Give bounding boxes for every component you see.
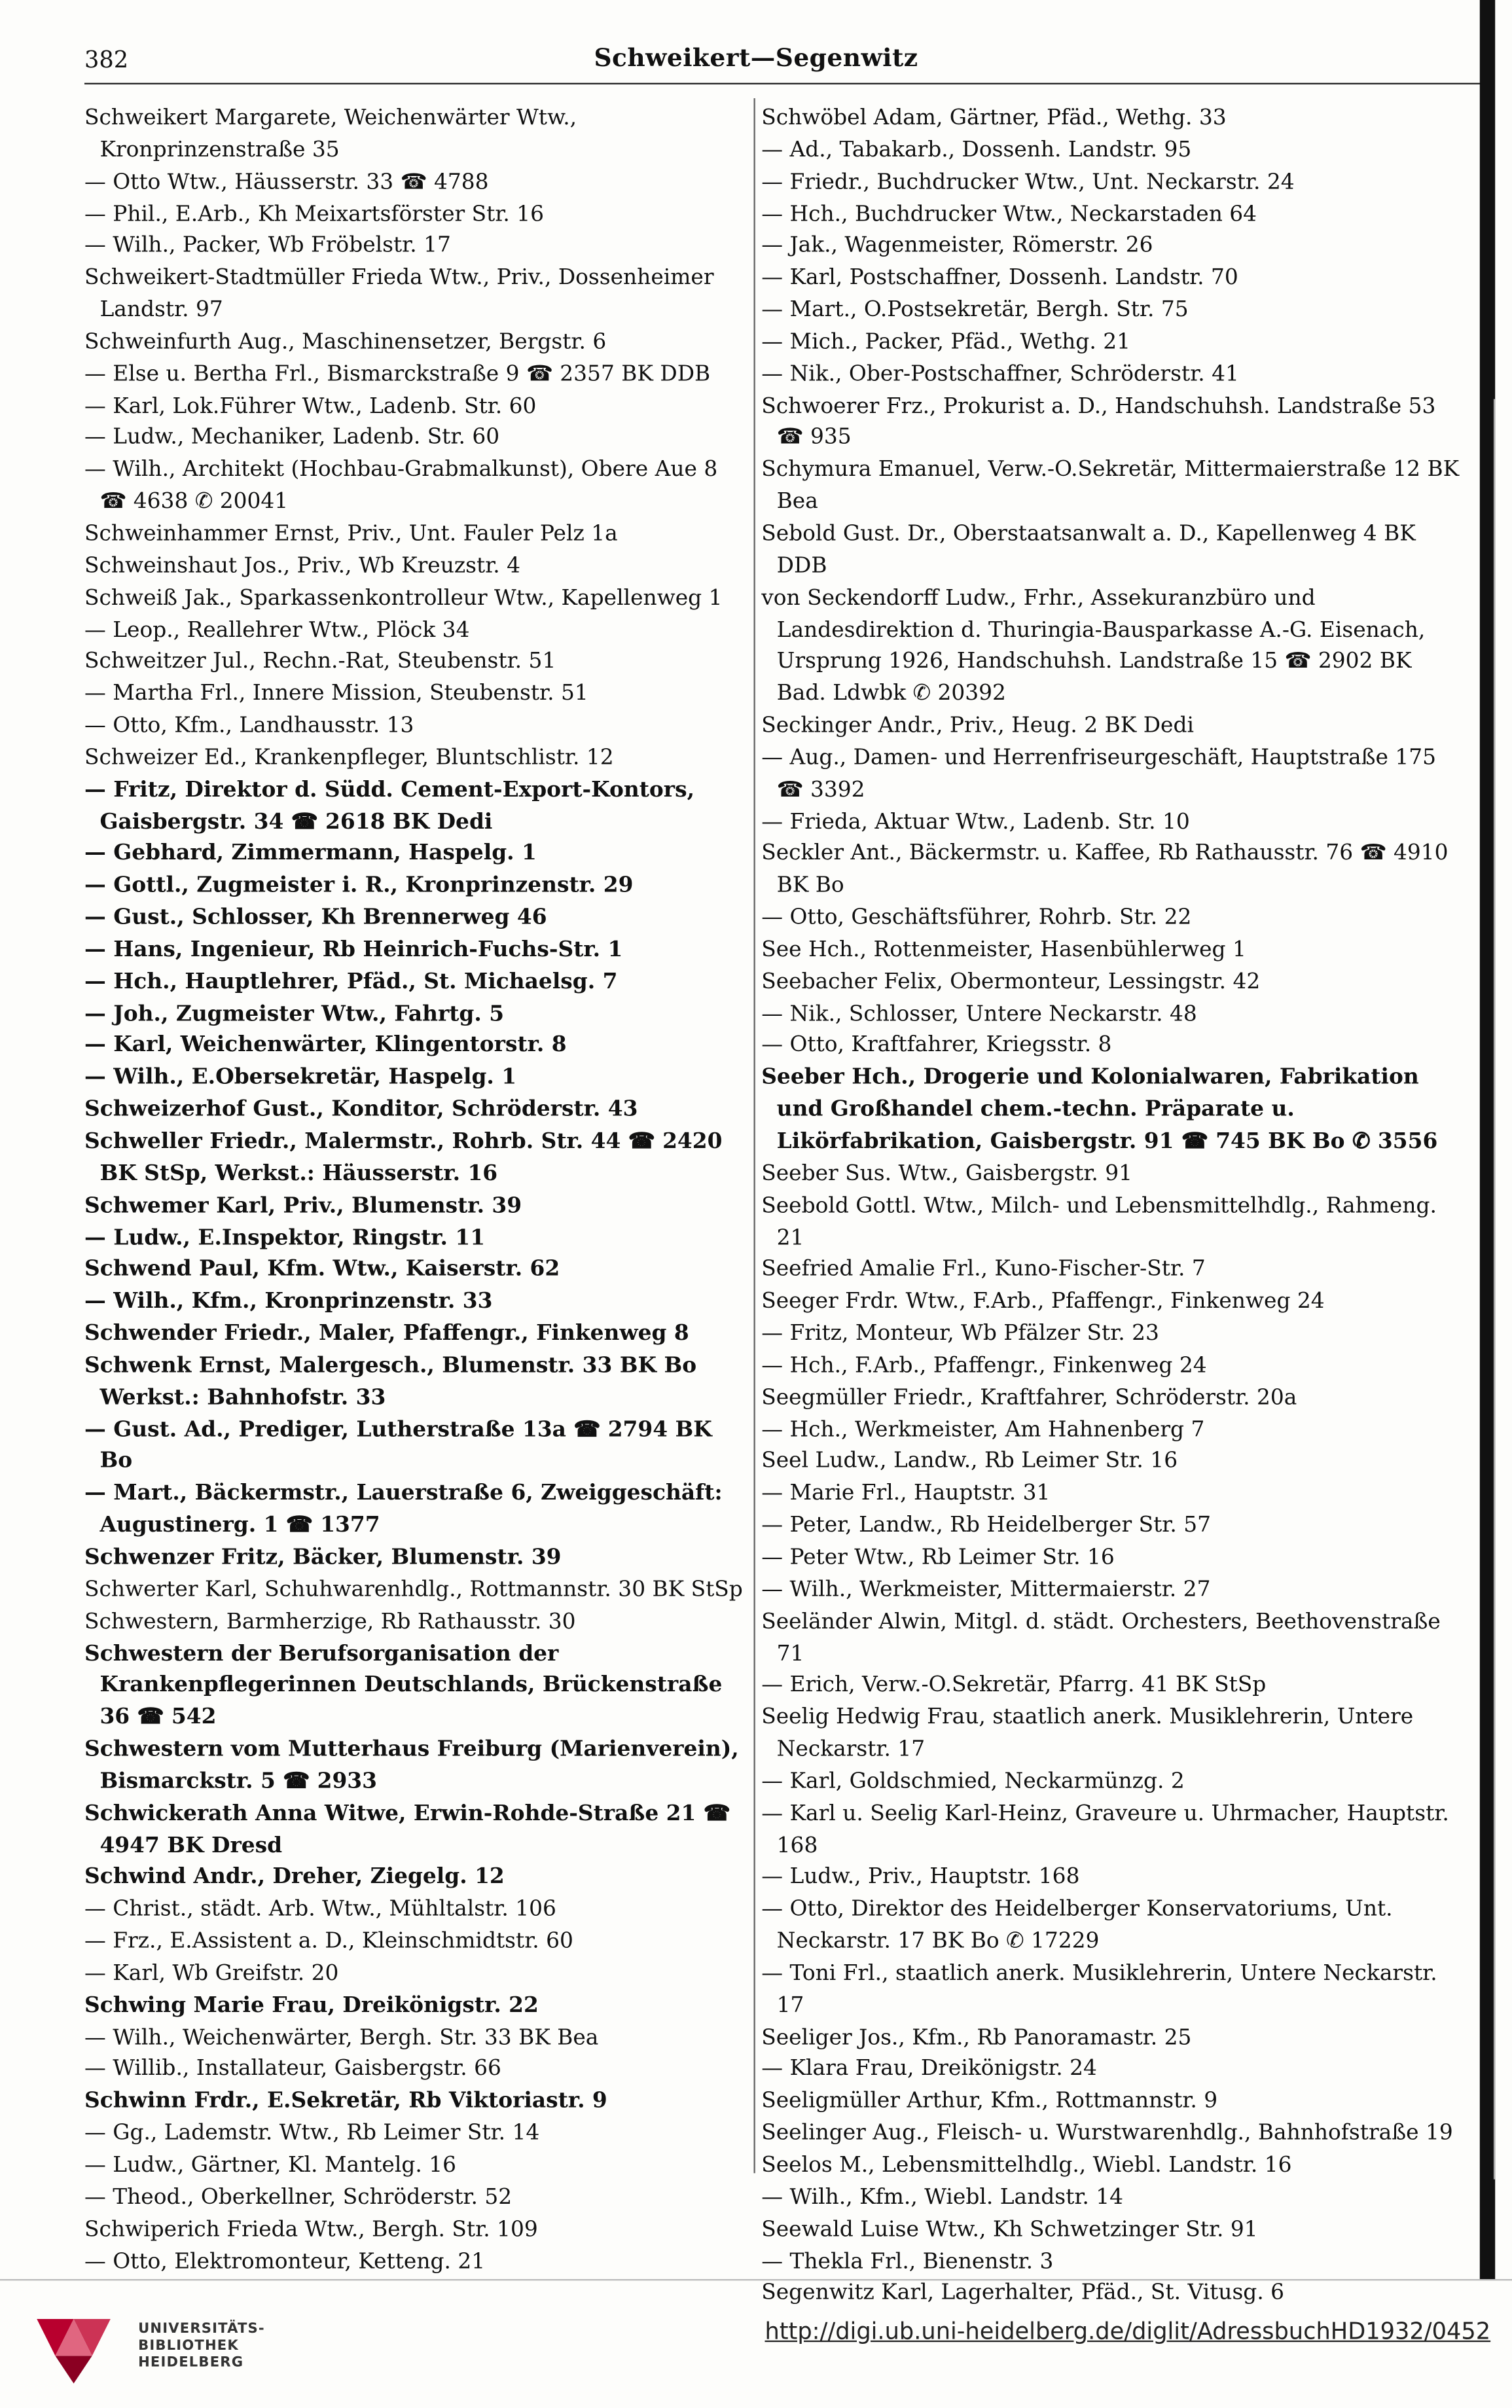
directory-entry: Schweinhammer Ernst, Priv., Unt. Fauler Pelz 1a [84, 522, 618, 547]
directory-entry: — Frieda, Aktuar Wtw., Ladenb. Str. 10 [761, 810, 1190, 835]
directory-entry: Seeger Frdr. Wtw., F.Arb., Pfaffengr., Finkenweg 24 [761, 1289, 1325, 1314]
directory-entry: — Otto Wtw., Häusserstr. 33 ☎ 4788 [84, 170, 489, 195]
directory-entry: Schwend Paul, Kfm. Wtw., Kaiserstr. 62 [84, 1257, 560, 1282]
directory-entry: Schwoerer Frz., Prokurist a. D., Handschuhsh. Landstraße 53 ☎ 935 [761, 393, 1436, 451]
directory-entry: Schwiperich Frieda Wtw., Bergh. Str. 109 [84, 2217, 538, 2242]
directory-entry: Schweikert Margarete, Weichenwärter Wtw., Kronprinzenstraße 35 [84, 105, 577, 163]
directory-entry: Seelinger Aug., Fleisch- u. Wurstwarenhdlg., Bahnhofstraße 19 [761, 2121, 1453, 2146]
directory-entry: — Otto, Kfm., Landhausstr. 13 [84, 713, 414, 738]
directory-entry: Schweitzer Jul., Rechn.-Rat, Steubenstr. 51 [84, 649, 556, 675]
directory-entry: — Wilh., Werkmeister, Mittermaierstr. 27 [761, 1577, 1211, 1602]
directory-entry: — Wilh., Weichenwärter, Bergh. Str. 33 BK Bea [84, 2025, 599, 2050]
directory-entry: Schwinn Frdr., E.Sekretär, Rb Viktoriastr. 9 [84, 2089, 607, 2114]
directory-entry: Seewald Luise Wtw., Kh Schwetzinger Str. 91 [761, 2217, 1258, 2242]
directory-entry: — Wilh., Packer, Wb Fröbelstr. 17 [84, 234, 451, 259]
directory-entry: — Hans, Ingenieur, Rb Heinrich-Fuchs-Str. 1 [84, 937, 623, 963]
directory-entry: — Friedr., Buchdrucker Wtw., Unt. Neckarstr. 24 [761, 170, 1295, 195]
directory-entry: Sebold Gust. Dr., Oberstaatsanwalt a. D., Kapellenweg 4 BK DDB [761, 522, 1416, 579]
directory-entry: — Gust. Ad., Prediger, Lutherstraße 13a ☎ 2794 BK Bo [84, 1417, 712, 1475]
directory-entry: — Nik., Schlosser, Untere Neckarstr. 48 [761, 1001, 1197, 1026]
directory-entry: Schweizerhof Gust., Konditor, Schröderstr. 43 [84, 1097, 638, 1123]
directory-entry: Schweller Friedr., Malermstr., Rohrb. Str. 44 ☎ 2420 BK StSp, Werkst.: Häusserstr. 16 [84, 1129, 723, 1187]
directory-entry: — Phil., E.Arb., Kh Meixartsförster Str. 16 [84, 202, 545, 226]
directory-entry: Schwenk Ernst, Malergesch., Blumenstr. 33 BK Bo Werkst.: Bahnhofstr. 33 [84, 1353, 697, 1411]
directory-entry: — Hch., Werkmeister, Am Hahnenberg 7 [761, 1417, 1205, 1443]
footer-rule [0, 2279, 1512, 2280]
directory-entry: — Gebhard, Zimmermann, Haspelg. 1 [84, 841, 537, 867]
directory-entry: — Hch., Buchdrucker Wtw., Neckarstaden 64 [761, 202, 1257, 226]
directory-entry: Schweizer Ed., Krankenpfleger, Bluntschlistr. 12 [84, 746, 614, 770]
directory-entry: — Peter, Landw., Rb Heidelberger Str. 57 [761, 1513, 1212, 1538]
library-logo-icon [27, 2310, 120, 2386]
directory-entry: — Otto, Direktor des Heidelberger Konservatoriums, Unt. Neckarstr. 17 BK Bo ✆ 17229 [761, 1897, 1393, 1954]
directory-entry: — Gust., Schlosser, Kh Brennerweg 46 [84, 905, 547, 931]
directory-entry: Seelos M., Lebensmittelhdlg., Wiebl. Landstr. 16 [761, 2153, 1292, 2178]
directory-entry: Seebold Gottl. Wtw., Milch- und Lebensmittelhdlg., Rahmeng. 21 [761, 1193, 1437, 1250]
left-column [84, 103, 747, 2278]
directory-entry: — Marie Frl., Hauptstr. 31 [761, 1481, 1051, 1506]
right-margin-rule [1494, 399, 1495, 2180]
header-rule [84, 83, 1490, 84]
directory-entry: Schweikert-Stadtmüller Frieda Wtw., Priv., Dossenheimer Landstr. 97 [84, 266, 714, 323]
directory-entry: — Fritz, Monteur, Wb Pfälzer Str. 23 [761, 1321, 1159, 1346]
directory-entry: — Mart., Bäckermstr., Lauerstraße 6, Zweiggeschäft: Augustinerg. 1 ☎ 1377 [84, 1481, 723, 1538]
directory-entry: Seeländer Alwin, Mitgl. d. städt. Orchesters, Beethovenstraße 71 [761, 1609, 1441, 1666]
directory-entry: — Gg., Lademstr. Wtw., Rb Leimer Str. 14 [84, 2121, 540, 2146]
directory-entry: — Ludw., Mechaniker, Ladenb. Str. 60 [84, 425, 500, 451]
page-edge-shadow [1480, 0, 1495, 2279]
directory-entry: — Martha Frl., Innere Mission, Steubenstr. 51 [84, 681, 588, 707]
directory-entry: Schwöbel Adam, Gärtner, Pfäd., Wethg. 33 [761, 105, 1227, 131]
directory-entry: Seegmüller Friedr., Kraftfahrer, Schröderstr. 20a [761, 1385, 1297, 1411]
directory-entry: Schwestern der Berufsorganisation der Krankenpflegerinnen Deutschlands, Brückenstraße 36 ☎ 542 [84, 1641, 723, 1731]
directory-entry: — Christ., städt. Arb. Wtw., Mühltalstr. 106 [84, 1897, 556, 1922]
directory-entry: — Hch., Hauptlehrer, Pfäd., St. Michaelsg. 7 [84, 969, 618, 994]
library-name-line-3: HEIDELBERG [138, 2356, 244, 2371]
directory-entry: — Karl, Wb Greifstr. 20 [84, 1961, 339, 1986]
directory-entry: — Karl, Lok.Führer Wtw., Ladenb. Str. 60 [84, 393, 537, 419]
directory-entry: — Klara Frau, Dreikönigstr. 24 [761, 2057, 1097, 2082]
directory-entry: Seeber Sus. Wtw., Gaisbergstr. 91 [761, 1161, 1133, 1187]
directory-entry: — Wilh., Kfm., Kronprinzenstr. 33 [84, 1289, 493, 1314]
directory-entry: — Mich., Packer, Pfäd., Wethg. 21 [761, 329, 1130, 355]
library-name-line-1: UNIVERSITÄTS- [138, 2322, 265, 2338]
directory-entry: Schwestern, Barmherzige, Rb Rathausstr. 30 [84, 1609, 576, 1634]
right-column [761, 103, 1464, 2310]
directory-entry: — Peter Wtw., Rb Leimer Str. 16 [761, 1545, 1115, 1570]
directory-entry: — Fritz, Direktor d. Südd. Cement-Export-Kontors, Gaisbergstr. 34 ☎ 2618 BK Dedi [84, 778, 695, 835]
directory-entry: — Karl, Goldschmied, Neckarmünzg. 2 [761, 1769, 1185, 1794]
directory-entry: — Nik., Ober-Postschaffner, Schröderstr. 41 [761, 361, 1239, 387]
directory-entry: Schwerter Karl, Schuhwarenhdlg., Rottmannstr. 30 BK StSp [84, 1577, 743, 1602]
directory-entry: — Otto, Kraftfahrer, Kriegsstr. 8 [761, 1033, 1112, 1058]
directory-entry: Seckler Ant., Bäckermstr. u. Kaffee, Rb Rathausstr. 76 ☎ 4910 BK Bo [761, 841, 1449, 899]
running-head: Schweikert—Segenwitz [594, 43, 918, 73]
library-name-line-2: BIBLIOTHEK [138, 2339, 239, 2354]
directory-entry: von Seckendorff Ludw., Frhr., Assekuranzbüro und Landesdirektion d. Thuringia-Bausparkasse A.-G. Eisenach, Ursprung 1926, Handschuhsh. Landstraße 15 ☎ 2902 BK Bad. Ldwbk ✆ 20392 [761, 585, 1426, 707]
directory-entry: — Wilh., Architekt (Hochbau-Grabmalkunst), Obere Aue 8 ☎ 4638 ✆ 20041 [84, 458, 718, 514]
directory-entry: — Wilh., E.Obersekretär, Haspelg. 1 [84, 1066, 517, 1090]
source-url-link[interactable]: http://digi.ub.uni-heidelberg.de/diglit/AdressbuchHD1932/0452 [765, 2317, 1491, 2345]
directory-entry: — Gottl., Zugmeister i. R., Kronprinzenstr. 29 [84, 873, 634, 899]
page-number: 382 [84, 46, 129, 74]
directory-entry: — Ad., Tabakarb., Dossenh. Landstr. 95 [761, 137, 1192, 163]
directory-entry: Schweinfurth Aug., Maschinensetzer, Bergstr. 6 [84, 329, 607, 355]
directory-entry: Schwestern vom Mutterhaus Freiburg (Marienverein), Bismarckstr. 5 ☎ 2933 [84, 1737, 739, 1794]
directory-entry: Seeligmüller Arthur, Kfm., Rottmannstr. 9 [761, 2089, 1218, 2114]
directory-entry: — Karl, Postschaffner, Dossenh. Landstr. 70 [761, 266, 1238, 291]
directory-entry: Seeliger Jos., Kfm., Rb Panoramastr. 25 [761, 2025, 1192, 2050]
directory-entry: Segenwitz Karl, Lagerhalter, Pfäd., St. Vitusg. 6 [761, 2281, 1285, 2306]
directory-entry: — Aug., Damen- und Herrenfriseurgeschäft, Hauptstraße 175 ☎ 3392 [761, 746, 1437, 802]
directory-entry: Schwing Marie Frau, Dreikönigstr. 22 [84, 1993, 539, 2018]
column-divider [753, 98, 755, 2173]
directory-entry: Schweinshaut Jos., Priv., Wb Kreuzstr. 4 [84, 554, 521, 579]
directory-entry: — Ludw., E.Inspektor, Ringstr. 11 [84, 1225, 486, 1250]
directory-entry: — Erich, Verw.-O.Sekretär, Pfarrg. 41 BK StSp [761, 1673, 1267, 1698]
directory-entry: Seefried Amalie Frl., Kuno-Fischer-Str. 7 [761, 1257, 1206, 1282]
directory-entry: — Karl u. Seelig Karl-Heinz, Graveure u. Uhrmacher, Hauptstr. 168 [761, 1801, 1449, 1858]
directory-entry: — Ludw., Priv., Hauptstr. 168 [761, 1865, 1080, 1890]
directory-entry: — Leop., Reallehrer Wtw., Plöck 34 [84, 617, 470, 643]
directory-entry: — Mart., O.Postsekretär, Bergh. Str. 75 [761, 298, 1189, 323]
directory-entry: Schwenzer Fritz, Bäcker, Blumenstr. 39 [84, 1545, 562, 1570]
directory-entry: — Frz., E.Assistent a. D., Kleinschmidtstr. 60 [84, 1929, 573, 1954]
directory-entry: — Karl, Weichenwärter, Klingentorstr. 8 [84, 1033, 567, 1058]
directory-entry: — Ludw., Gärtner, Kl. Mantelg. 16 [84, 2153, 457, 2178]
directory-entry: — Willib., Installateur, Gaisbergstr. 66 [84, 2057, 501, 2082]
directory-entry: — Thekla Frl., Bienenstr. 3 [761, 2249, 1054, 2274]
directory-entry: — Wilh., Kfm., Wiebl. Landstr. 14 [761, 2185, 1124, 2210]
directory-entry: — Hch., F.Arb., Pfaffengr., Finkenweg 24 [761, 1353, 1207, 1378]
directory-entry: Seelig Hedwig Frau, staatlich anerk. Musiklehrerin, Untere Neckarstr. 17 [761, 1705, 1414, 1762]
directory-entry: Seel Ludw., Landw., Rb Leimer Str. 16 [761, 1449, 1178, 1475]
directory-entry: Seckinger Andr., Priv., Heug. 2 BK Dedi [761, 713, 1194, 738]
directory-entry: — Otto, Geschäftsführer, Rohrb. Str. 22 [761, 905, 1192, 931]
directory-entry: Schwemer Karl, Priv., Blumenstr. 39 [84, 1193, 522, 1219]
directory-entry: Seebacher Felix, Obermonteur, Lessingstr. 42 [761, 969, 1261, 994]
directory-entry: — Else u. Bertha Frl., Bismarckstraße 9 ☎ 2357 BK DDB [84, 361, 711, 387]
directory-entry: — Jak., Wagenmeister, Römerstr. 26 [761, 234, 1153, 259]
directory-entry: See Hch., Rottenmeister, Hasenbühlerweg 1 [761, 937, 1246, 963]
directory-entry: — Joh., Zugmeister Wtw., Fahrtg. 5 [84, 1001, 505, 1026]
directory-entry: Schwind Andr., Dreher, Ziegelg. 12 [84, 1865, 505, 1890]
directory-entry: Schwender Friedr., Maler, Pfaffengr., Finkenweg 8 [84, 1321, 689, 1346]
directory-entry: Schwickerath Anna Witwe, Erwin-Rohde-Straße 21 ☎ 4947 BK Dresd [84, 1801, 730, 1858]
directory-entry: Seeber Hch., Drogerie und Kolonialwaren, Fabrikation und Großhandel chem.-techn. Präparate u. Likörfabrikation, Gaisbergstr. 91 ☎ 745 BK Bo ✆ 3556 [761, 1066, 1438, 1155]
directory-entry: Schymura Emanuel, Verw.-O.Sekretär, Mittermaierstraße 12 BK Bea [761, 458, 1460, 514]
directory-entry: Schweiß Jak., Sparkassenkontrolleur Wtw., Kapellenweg 1 [84, 585, 723, 611]
directory-entry: — Theod., Oberkellner, Schröderstr. 52 [84, 2185, 513, 2210]
directory-entry: — Otto, Elektromonteur, Ketteng. 21 [84, 2249, 486, 2274]
directory-entry: — Toni Frl., staatlich anerk. Musiklehrerin, Untere Neckarstr. 17 [761, 1961, 1437, 2018]
